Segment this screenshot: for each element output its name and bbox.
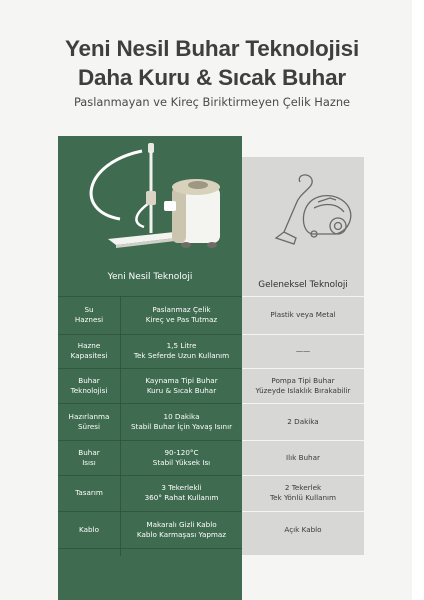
- row-label-buhar-teknolojisi: Buhar Teknolojisi: [70, 375, 108, 395]
- row-label-tasarim: Tasarım: [75, 488, 103, 497]
- modern-value: Kaynama Tipi Buhar Kuru & Sıcak Buhar: [145, 375, 218, 395]
- modern-value: 10 Dakika Stabil Buhar İçin Yavaş Isınır: [130, 411, 233, 431]
- modern-value: Makaralı Gizli Kablo Kablo Karmaşası Yapmaz: [136, 519, 227, 539]
- classic-value: Açık Kablo: [284, 524, 322, 534]
- steam-mop-product-icon: [74, 141, 234, 257]
- modern-value: 3 Tekerlekli 360° Rahat Kullanım: [144, 483, 219, 502]
- row-divider: [58, 548, 242, 549]
- row-label-hazne-kapasitesi: Hazne Kapasitesi: [70, 341, 108, 360]
- modern-value: 1,5 Litre Tek Seferde Uzun Kullanım: [133, 341, 230, 360]
- classic-value: 2 Dakika: [287, 416, 319, 426]
- row-label-buhar-isisi: Buhar Isısı: [78, 447, 100, 467]
- modern-value: 90-120°C Stabil Yüksek Isı: [152, 447, 211, 467]
- page-title: [0, 34, 424, 92]
- classic-value: 2 Tekerlek Tek Yönlü Kullanım: [269, 483, 337, 502]
- row-label-su-haznesi: Su Haznesi: [74, 305, 104, 324]
- modern-value: Paslanmaz Çelik Kireç ve Pas Tutmaz: [145, 305, 218, 324]
- classic-column-header: Geleneksel Teknoloji: [258, 280, 348, 290]
- classic-value: Ilık Buhar: [286, 452, 320, 462]
- classic-value: Plastik veya Metal: [270, 310, 336, 319]
- classic-value: ——: [295, 346, 311, 355]
- classic-value: Pompa Tipi Buhar Yüzeyde Islaklık Bırakabilir: [255, 375, 351, 395]
- title-line-1: Yeni Nesil Buhar Teknolojisi: [64, 36, 360, 61]
- row-label-hazirlanma-suresi: Hazırlanma Süresi: [68, 411, 110, 431]
- canister-vacuum-sketch-icon: [270, 172, 356, 256]
- title-line-2: Daha Kuru & Sıcak Buhar: [78, 65, 346, 90]
- page-subtitle: Paslanmayan ve Kireç Biriktirmeyen Çelik Hazne: [73, 95, 351, 109]
- row-label-kablo: Kablo: [79, 524, 99, 534]
- modern-column-header: Yeni Nesil Teknoloji: [107, 272, 193, 282]
